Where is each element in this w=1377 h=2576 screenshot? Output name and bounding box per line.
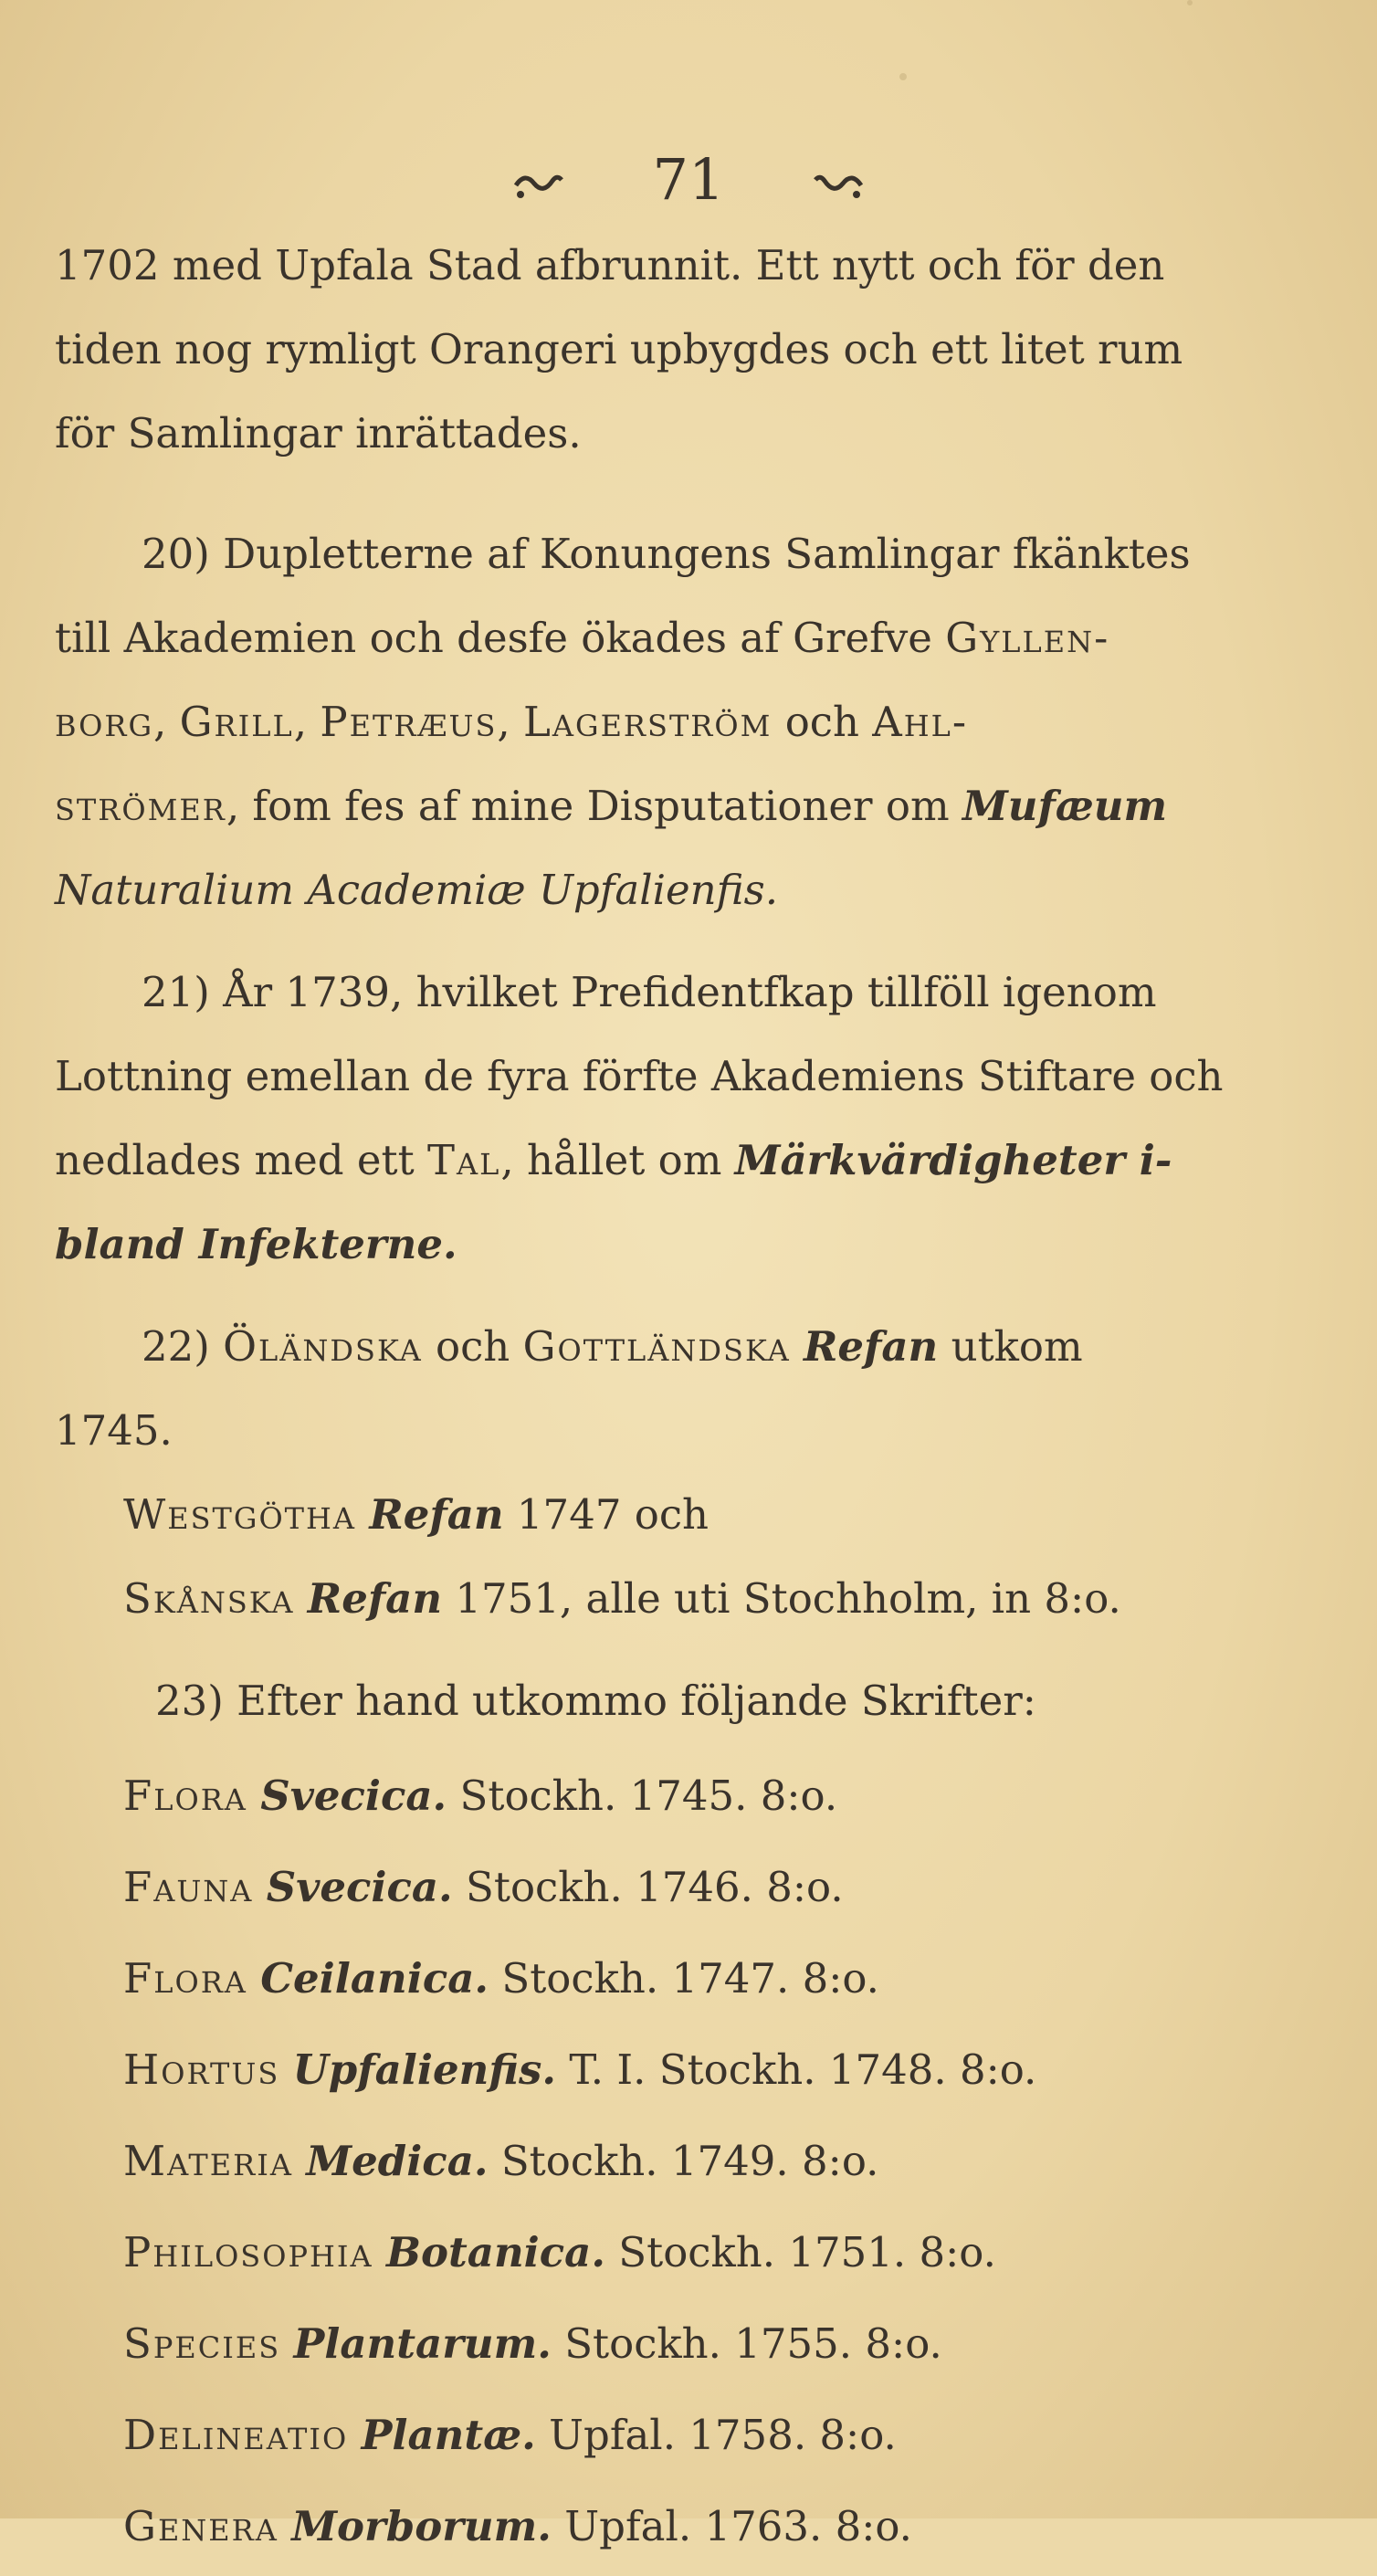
works-list <box>55 1659 1278 2569</box>
text-line: strömer, fom fes af mine Disputationer om Mufæum <box>55 782 1168 830</box>
work-entry: Species Plantarum. Stockh. 1755. 8:o. <box>123 2319 942 2368</box>
text-line: bland Infekterne. <box>55 1220 457 1268</box>
paragraph-21: 21) År 1739, hvilket Prefidentfkap tillföll igenom <box>142 968 1157 1016</box>
work-entry: Flora Ceilanica. Stockh. 1747. 8:o. <box>123 1954 879 2003</box>
paragraph-20: 20) Dupletterne af Konungens Samlingar fkänktes <box>142 530 1191 578</box>
work-entry: Delineatio Plantæ. Upfal. 1758. 8:o. <box>123 2411 897 2459</box>
paragraph-23: 23) Efter hand utkommo följande Skrifter: <box>155 1677 1036 1725</box>
text-line: Naturalium Academiæ Upfalienfis. <box>55 866 779 914</box>
text-line: borg, Grill, Petræus, Lagerström och Ahl- <box>55 698 969 746</box>
work-entry: Fauna Svecica. Stockh. 1746. 8:o. <box>123 1863 844 1911</box>
page-number: 71 <box>652 146 725 213</box>
text-line: för Samlingar inrättades. <box>55 409 582 457</box>
work-entry: Hortus Upfalienfis. T. I. Stockh. 1748. 8:o. <box>123 2045 1037 2094</box>
page-text <box>55 224 1278 2576</box>
left-ornament-icon <box>511 151 566 217</box>
text-line: 1745. <box>55 1406 173 1455</box>
text-line: till Akademien och desfe ökades af Grefve Gyllen- <box>55 614 1110 662</box>
work-entry: Philosophia Botanica. Stockh. 1751. 8:o. <box>123 2228 996 2276</box>
paper-speck <box>899 73 907 80</box>
text-line: Lottning emellan de fyra förfte Akademiens Stiftare och <box>55 1052 1224 1100</box>
paper-speck <box>1187 0 1193 5</box>
text-line: Skånska Refan 1751, alle uti Stochholm, in 8:o. <box>123 1574 1121 1623</box>
text-line: Westgötha Refan 1747 och <box>123 1490 710 1539</box>
text-line: 1702 med Upfala Stad afbrunnit. Ett nytt och för den <box>55 241 1165 289</box>
right-ornament-icon <box>811 151 866 217</box>
text-line: nedlades med ett Tal, hållet om Märkvärdigheter i- <box>55 1136 1172 1184</box>
text-line: tiden nog rymligt Orangeri upbygdes och ett litet rum <box>55 325 1183 373</box>
work-entry: Flora Svecica. Stockh. 1745. 8:o. <box>123 1772 838 1820</box>
paragraph-22: 22) Öländska och Gottländska Refan utkom <box>142 1322 1083 1371</box>
work-entry: Materia Medica. Stockh. 1749. 8:o. <box>123 2137 879 2185</box>
page-header <box>0 146 1377 217</box>
work-entry: Genera Morborum. Upfal. 1763. 8:o. <box>123 2502 912 2550</box>
